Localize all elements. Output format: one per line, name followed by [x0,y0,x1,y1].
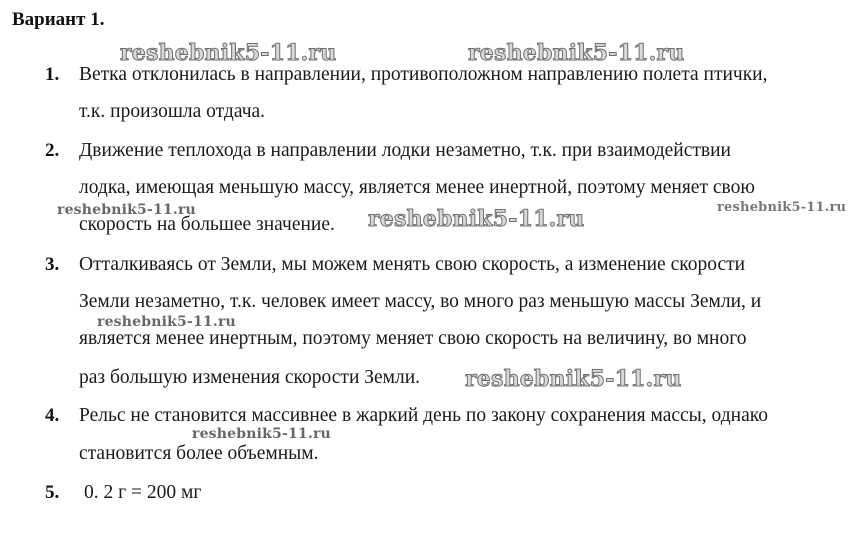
item-text-line: Отталкиваясь от Земли, мы можем менять свою скорость, а изменение скорости [79,254,746,275]
watermark: reshebnik5-11.ru [368,206,585,232]
item-number: 4. [45,405,60,426]
item-text-line: 0. 2 г = 200 мг [84,482,202,503]
watermark: reshebnik5-11.ru [97,314,236,330]
page-title: Вариант 1. [12,9,105,30]
watermark: reshebnik5-11.ru [57,202,196,218]
item-text-line: лодка, имеющая меньшую массу, является менее инертной, поэтому меняет свою [79,177,755,198]
watermark: reshebnik5-11.ru [192,426,331,442]
item-text-line: Земли незаметно, т.к. человек имеет массу, во много раз меньшую массы Земли, и [79,291,762,312]
item-text-line: скорость на большее значение. [79,214,335,235]
item-text-line: Рельс не становится массивнее в жаркий день по закону сохранения массы, однако [79,405,768,426]
item-text-line: раз большую изменения скорости Земли. [79,367,421,388]
item-text-line: Движение теплохода в направлении лодки незаметно, т.к. при взаимодействии [79,140,731,161]
item-text-line: т.к. произошла отдача. [79,101,266,122]
item-text-line: Ветка отклонилась в направлении, противоположном направлению полета птички, [79,64,768,85]
item-number: 1. [45,64,60,85]
item-text-line: становится более объемным. [79,443,319,464]
item-number: 5. [45,482,60,503]
watermark: reshebnik5-11.ru [717,200,847,215]
watermark: reshebnik5-11.ru [120,40,337,66]
watermark: reshebnik5-11.ru [468,40,685,66]
item-number: 2. [45,140,60,161]
watermark: reshebnik5-11.ru [465,366,682,392]
item-number: 3. [45,254,60,275]
item-text-line: является менее инертным, поэтому меняет свою скорость на величину, во много [79,328,747,349]
